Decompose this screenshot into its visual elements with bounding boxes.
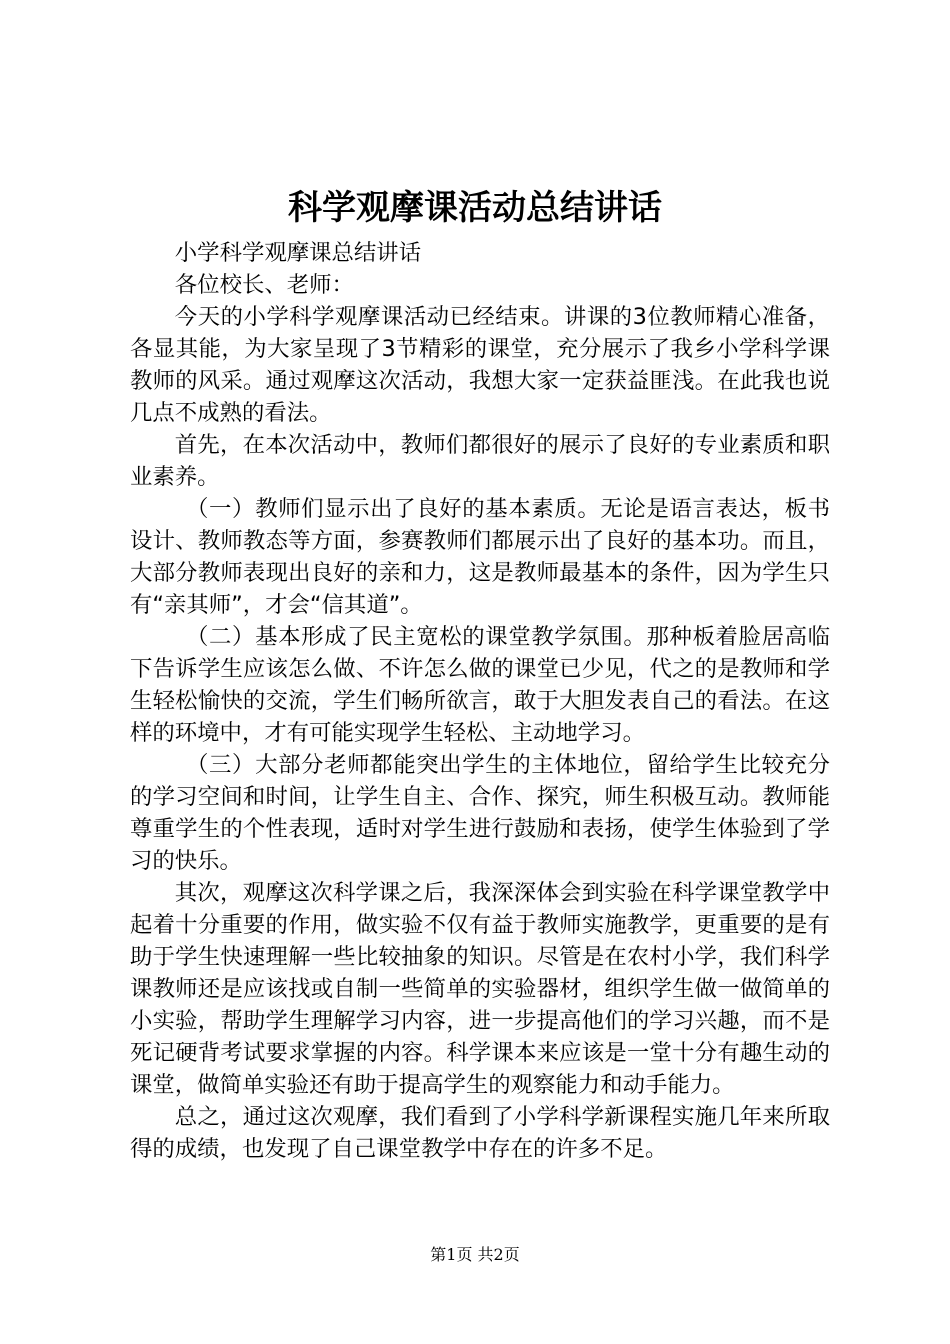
- document-title: 科学观摩课活动总结讲话: [288, 188, 662, 228]
- paragraph-point-1: （一）教师们显示出了良好的基本素质。无论是语言表达，板书设计、教师教态等方面，参赛教师们都展示出了良好的基本功。而且，大部分教师表现出良好的亲和力，这是教师最基本的条件，因为学生只有“亲其师”，才会“信其道”。: [130, 496, 830, 618]
- document-body: [130, 237, 830, 1165]
- paragraph-salutation: 各位校长、老师：: [174, 272, 354, 298]
- paragraph-point-3: （三）大部分老师都能突出学生的主体地位，留给学生比较充分的学习空间和时间，让学生自主、合作、探究，师生积极互动。教师能尊重学生的个性表现，适时对学生进行鼓励和表扬，使学生体验到了学习的快乐。: [130, 752, 830, 874]
- paragraph-first: 首先，在本次活动中，教师们都很好的展示了良好的专业素质和职业素养。: [130, 432, 830, 490]
- paragraph-conclusion: 总之，通过这次观摩，我们看到了小学科学新课程实施几年来所取得的成绩，也发现了自己课堂教学中存在的许多不足。: [130, 1104, 830, 1162]
- paragraph-intro: 今天的小学科学观摩课活动已经结束。讲课的3位教师精心准备，各显其能，为大家呈现了3节精彩的课堂，充分展示了我乡小学科学课教师的风采。通过观摩这次活动，我想大家一定获益匪浅。在此我也说几点不成熟的看法。: [130, 304, 830, 426]
- page-number: 第1页 共2页: [430, 1245, 520, 1264]
- paragraph-second: 其次，观摩这次科学课之后，我深深体会到实验在科学课堂教学中起着十分重要的作用，做实验不仅有益于教师实施教学，更重要的是有助于学生快速理解一些比较抽象的知识。尽管是在农村小学，我们科学课教师还是应该找或自制一些简单的实验器材，组织学生做一做简单的小实验，帮助学生理解学习内容，进一步提高他们的学习兴趣，而不是死记硬背考试要求掌握的内容。科学课本来应该是一堂十分有趣生动的课堂，做简单实验还有助于提高学生的观察能力和动手能力。: [130, 880, 830, 1098]
- paragraph-point-2: （二）基本形成了民主宽松的课堂教学氛围。那种板着脸居高临下告诉学生应该怎么做、不许怎么做的课堂已少见，代之的是教师和学生轻松愉快的交流，学生们畅所欲言，敢于大胆发表自己的看法。在这样的环境中，才有可能实现学生轻松、主动地学习。: [130, 624, 830, 746]
- paragraph-subtitle: 小学科学观摩课总结讲话: [174, 240, 422, 266]
